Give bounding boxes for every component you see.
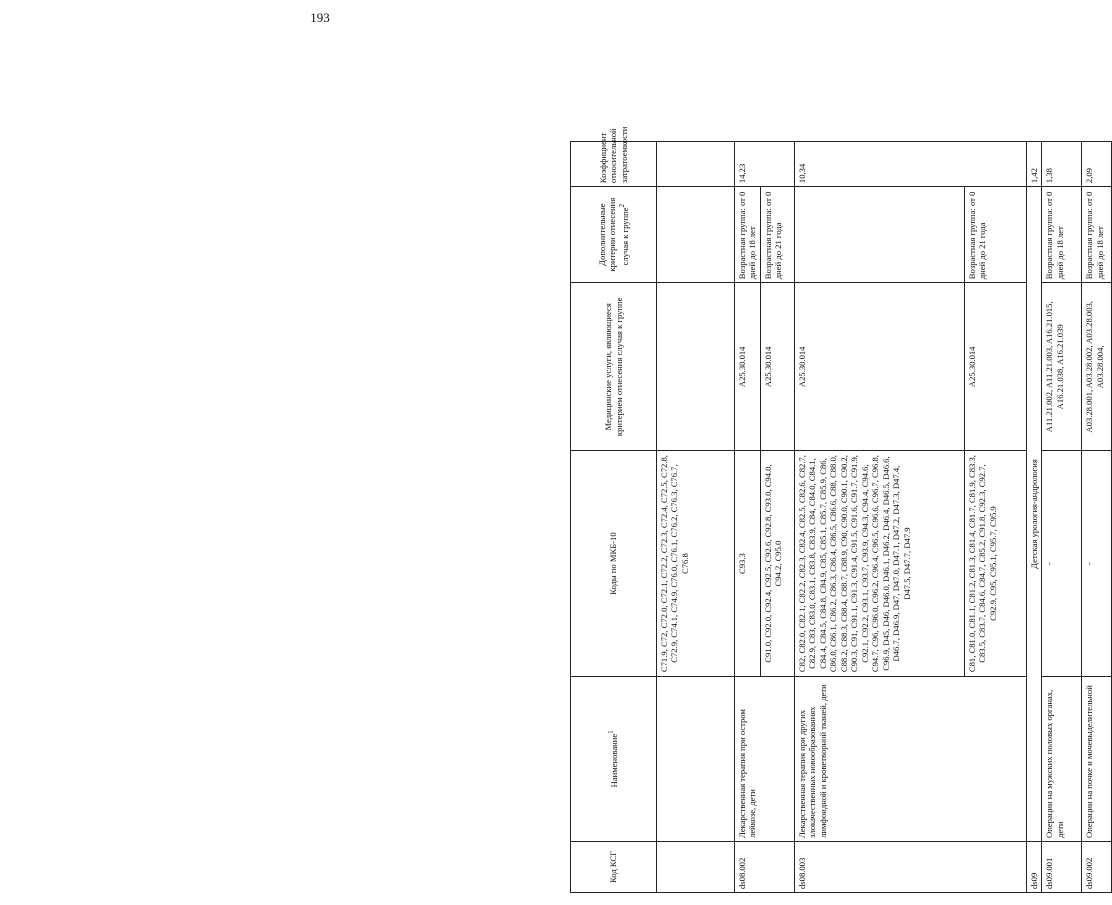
service-cell: A25.30.014 bbox=[965, 283, 1027, 451]
mkb-cell: C71.9, C72, C72.0, C72.1, C72.2, C72.3, C72.4, C72.5, C72.8, C72.9, C74.1, C74.9, C76.0, C76.1, C76.2, C76.3, C76.7, C76.8 bbox=[657, 451, 735, 676]
criteria-cell: Возрастная группа: от 0 дней до 18 лет bbox=[1042, 187, 1082, 283]
table-row bbox=[1042, 142, 1082, 893]
table-row bbox=[1082, 142, 1112, 893]
ksg-name: Операции на мужских половых органах, дети bbox=[1042, 676, 1082, 841]
criteria-cell: Возрастная группа: от 0 дней до 18 лет bbox=[1082, 187, 1112, 283]
criteria-cell: Возрастная группа: от 0 дней до 21 года bbox=[965, 187, 1027, 283]
criteria-cell bbox=[795, 187, 965, 283]
ksg-name: Операции на почке и мочевыделительной bbox=[1082, 676, 1112, 841]
ksg-code: ds09.001 bbox=[1042, 841, 1082, 892]
criteria-cell: Возрастная группа: от 0 дней до 21 года bbox=[761, 187, 795, 283]
mkb-cell: - bbox=[1082, 451, 1112, 676]
service-cell: A25.30.014 bbox=[795, 283, 965, 451]
service-cell: A25.30.014 bbox=[761, 283, 795, 451]
table-row bbox=[795, 142, 965, 893]
mkb-cell: C91.0, C92.0, C92.4, C92.5, C92.6, C92.8, C93.0, C94.0, C94.2, C95.0 bbox=[761, 451, 795, 676]
header-coef: Коэффициент относительной затратоемкости bbox=[571, 142, 657, 187]
ksg-code: ds09.002 bbox=[1082, 841, 1112, 892]
service-cell: A11.21.002, A11.21.003, A16.21.015, A16.21.038, A16.21.039 bbox=[1042, 283, 1082, 451]
coef-cell: 10,34 bbox=[795, 142, 1027, 187]
mkb-cell: C82, C82.0, C82.1, C82.2, C82.3, C82.4, C82.5, C82.6, C82.7, C82.9, C83, C83.0, C83.1, C83.8, C83.9, C84, C84.0, C84.1, C84.4, C84.5, C84.8, C84.9, C85, C85.1, C85.7, C85.9, C86, C86.0, C86.1, C86.2, C86.3, C86.4, C86.5, C86.6, C88, C88.0, C88.2, C88.3, C88.4, C88.7, C88.9, C90, C90.0, C90.1, C90.2, C90.3, C91, C91.1, C91.3, C91.4, C91.5, C91.6, C91.7, C91.9, C92.1, C92.2, C93.1, C93.7, C93.9, C94.3, C94.4, C94.6, C94.7, C96, C96.0, C96.2, C96.4, C96.5, C96.6, C96.7, C96.8, C96.9, D45, D46, D46.0, D46.1, D46.2, D46.4, D46.5, D46.6, D46.7, D46.9, D47, D47.0, D47.1, D47.2, D47.3, D47.4, D47.5, D47.7, D47.9 bbox=[795, 451, 965, 676]
coef-cell: 1,42 bbox=[1027, 142, 1042, 187]
ksg-name: Лекарственная терапия при других злокачественных новообразованиях лимфоидной и кроветворной тканей, дети bbox=[795, 676, 1027, 841]
ksg-table bbox=[570, 126, 1112, 893]
ksg-code: ds08.003 bbox=[795, 841, 1027, 892]
header-code: Код КСГ bbox=[571, 841, 657, 892]
header-name: Наименование$^1$ bbox=[571, 676, 657, 841]
page-number: 193 bbox=[310, 10, 330, 25]
coef-cell: 1,38 bbox=[1042, 142, 1082, 187]
ksg-code: ds09 bbox=[1027, 841, 1042, 892]
coef-cell: 14,23 bbox=[735, 142, 795, 187]
table-row bbox=[657, 142, 735, 893]
header-row bbox=[571, 142, 657, 893]
service-cell: A03.28.001, A03.28.002, A03.28.003, A03.28.004, bbox=[1082, 283, 1112, 451]
service-cell: A25.30.014 bbox=[735, 283, 761, 451]
section-row bbox=[1027, 142, 1042, 893]
table-row bbox=[735, 142, 761, 893]
section-title: Детская урология-андрология bbox=[1027, 187, 1042, 842]
header-services: Медицинские услуги, являющиеся критерием отнесения случая к группе bbox=[571, 283, 657, 451]
rotated-table-container bbox=[570, 126, 1105, 893]
coef-cell: 2,09 bbox=[1082, 142, 1112, 187]
mkb-cell: C93.3 bbox=[735, 451, 761, 676]
header-criteria: Дополнительные критерии отнесения случая к группе$^2$ bbox=[571, 187, 657, 283]
ksg-code: ds08.002 bbox=[735, 841, 795, 892]
mkb-cell: C81, C81.0, C81.1, C81.2, C81.3, C81.4, C81.7, C81.9, C83.3, C83.5, C83.7, C84.6, C84.7, C85.2, C91.8, C92.3, C92.7, C92.9, C95, C95.1, C95.7, C95.9 bbox=[965, 451, 1027, 676]
header-mkb: Коды по МКБ-10 bbox=[571, 451, 657, 676]
ksg-name: Лекарственная терапия при остром лейкозе, дети bbox=[735, 676, 795, 841]
mkb-cell: - bbox=[1042, 451, 1082, 676]
criteria-cell: Возрастная группа: от 0 дней до 18 лет bbox=[735, 187, 761, 283]
